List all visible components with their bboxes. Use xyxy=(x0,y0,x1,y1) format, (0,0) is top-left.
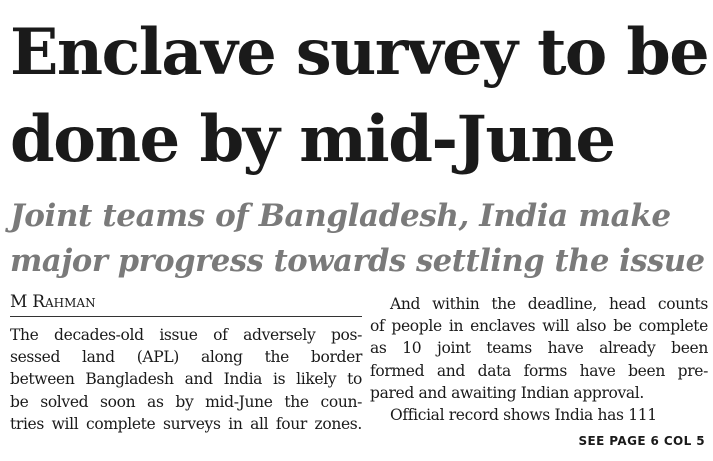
subheadline xyxy=(10,194,710,284)
subheadline-line-2: major progress towards settling the issue xyxy=(10,243,705,279)
body-line: of people in enclaves will also be complete xyxy=(370,317,708,336)
body-line: Official record shows India has 111 xyxy=(390,406,657,425)
body-line: tries will complete surveys in all four zones. xyxy=(10,414,362,433)
jump-line: SEE PAGE 6 COL 5 xyxy=(578,434,705,448)
body-line: And within the deadline, head counts xyxy=(390,295,708,313)
article-column-left xyxy=(10,324,362,435)
article-column-right xyxy=(370,293,708,426)
byline-name: Rahman xyxy=(32,292,96,312)
subheadline-line-1: Joint teams of Bangladesh, India make xyxy=(10,198,671,234)
body-line: sessed land (APL) along the border xyxy=(10,348,362,367)
body-line: as 10 joint teams have already been xyxy=(370,339,708,358)
body-line: formed and data forms have been pre- xyxy=(370,361,708,380)
body-line: pared and awaiting Indian approval. xyxy=(370,383,644,402)
headline-line-2: done by mid-June xyxy=(10,102,615,177)
body-line: be solved soon as by mid-June the coun- xyxy=(10,392,362,411)
body-line: between Bangladesh and India is likely to xyxy=(10,370,362,389)
headline-line-1: Enclave survey to be xyxy=(10,14,709,89)
headline xyxy=(10,8,710,184)
byline xyxy=(10,293,362,317)
body-line: The decades-old issue of adversely pos- xyxy=(10,326,362,344)
byline-initial: M xyxy=(10,292,28,312)
